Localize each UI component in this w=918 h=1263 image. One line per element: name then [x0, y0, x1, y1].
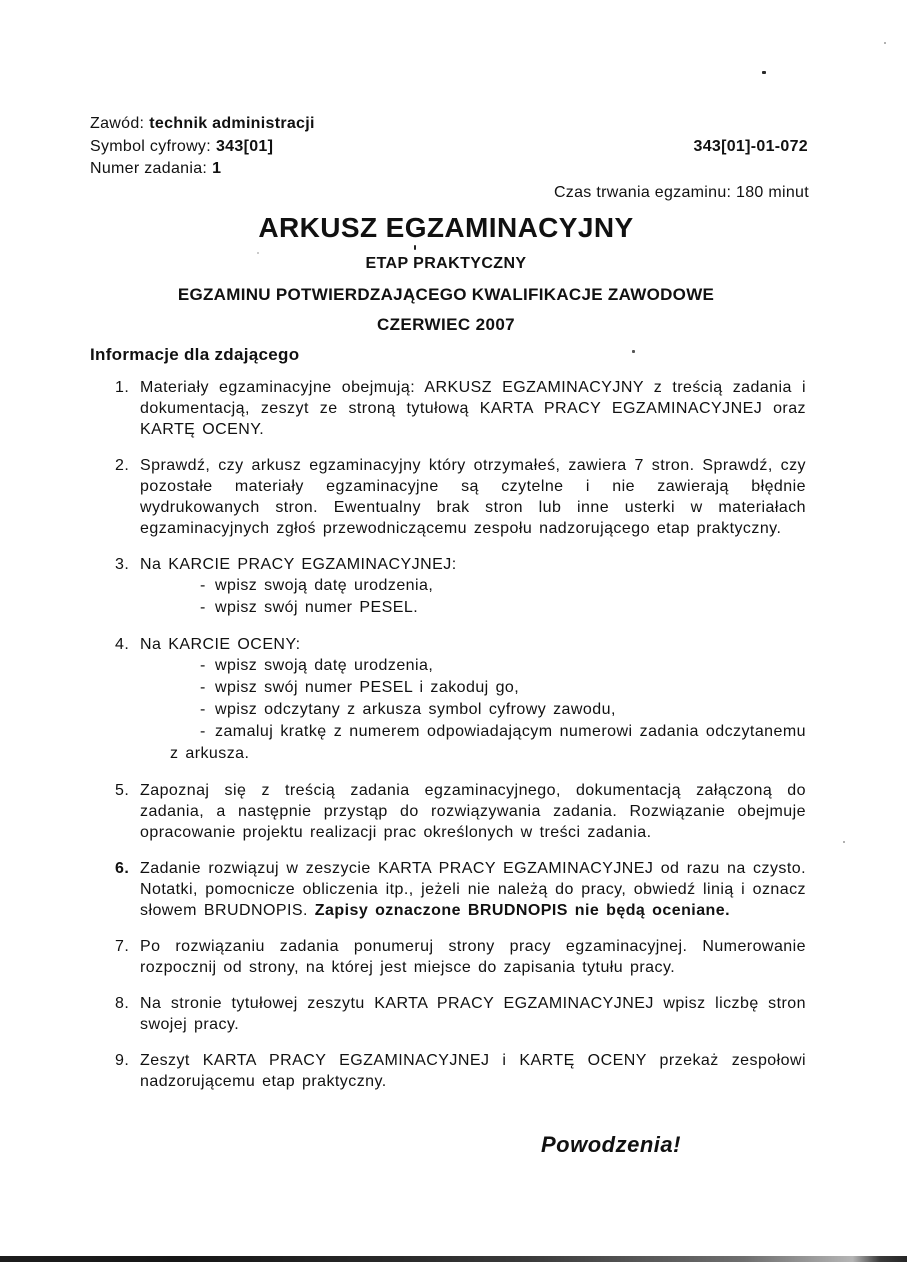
list-item — [90, 993, 806, 1035]
scan-speck — [884, 42, 886, 44]
item-text-segment: Zapisy oznaczone BRUDNOPIS nie będą oceniane. — [314, 902, 731, 919]
list-item — [90, 634, 806, 765]
sub-item-text: wpisz swoją datę urodzenia, — [215, 657, 434, 674]
item-number: 1. — [115, 379, 130, 396]
dash-bullet: - — [200, 723, 206, 740]
sub-item-text: wpisz swój numer PESEL. — [215, 599, 419, 616]
item-text — [140, 936, 806, 978]
item-number: 5. — [115, 782, 130, 799]
list-item — [90, 1050, 806, 1092]
occupation-value: technik administracji — [149, 115, 315, 132]
item-number: 6. — [115, 860, 130, 877]
section-heading: Informacje dla zdającego — [90, 345, 300, 364]
list-item — [90, 858, 806, 921]
sub-item-text: wpisz odczytany z arkusza symbol cyfrowy zawodu, — [215, 701, 616, 718]
exam-duration: Czas trwania egzaminu: 180 minut — [553, 184, 809, 201]
item-text — [140, 858, 806, 921]
task-number-line — [90, 158, 315, 181]
item-text — [140, 993, 806, 1035]
list-item — [90, 554, 806, 619]
item-text — [140, 780, 806, 843]
occupation-line — [90, 113, 315, 136]
sub-item-text: zamaluj kratkę z numerem odpowiadającym numerowi zadania odczytanemu z arkusza. — [170, 723, 806, 762]
scan-speck — [762, 71, 766, 74]
symbol-value: 343[01] — [215, 137, 274, 155]
scan-speck — [257, 252, 259, 254]
dash-bullet: - — [200, 657, 206, 674]
exam-stage: ETAP PRAKTYCZNY — [365, 255, 527, 272]
item-number: 3. — [115, 556, 130, 573]
item-text — [140, 554, 806, 575]
item-text — [140, 377, 806, 440]
item-text-segment: Na stronie tytułowej zeszytu KARTA PRACY EGZAMINACYJNEJ wpisz liczbę stron swojej pracy. — [140, 995, 806, 1033]
good-luck-text: Powodzenia! — [541, 1132, 681, 1157]
occupation-label: Zawód: — [90, 115, 145, 132]
item-text-segment: Po rozwiązaniu zadania ponumeruj strony pracy egzaminacyjnej. Numerowanie rozpocznij od strony, na której jest miejsce do zapisania tytułu pracy. — [140, 938, 806, 976]
sub-item-text: wpisz swój numer PESEL i zakoduj go, — [215, 679, 520, 696]
list-item — [90, 455, 806, 539]
exam-session: CZERWIEC 2007 — [376, 315, 516, 334]
instructions-list — [90, 377, 806, 1107]
sub-item — [140, 597, 806, 619]
dash-bullet: - — [200, 701, 206, 718]
exam-code: 343[01]-01-072 — [693, 138, 808, 155]
scan-edge-artifact — [0, 1256, 907, 1262]
scan-speck — [843, 841, 845, 843]
sub-item — [140, 721, 806, 765]
item-text-segment: Materiały egzaminacyjne obejmują: ARKUSZ EGZAMINACYJNY z treścią zadania i dokumentacją, zeszyt ze stroną tytułową KARTA PRACY EGZAMINACYJNEJ oraz KARTĘ OCENY. — [140, 379, 806, 438]
item-number: 8. — [115, 995, 130, 1012]
task-number-value: 1 — [212, 160, 222, 177]
dash-bullet: - — [200, 599, 206, 616]
item-number: 4. — [115, 636, 130, 653]
scan-speck — [414, 245, 416, 250]
sub-item — [140, 699, 806, 721]
item-text-segment: Na KARCIE PRACY EGZAMINACYJNEJ: — [140, 556, 457, 573]
item-number: 2. — [115, 457, 130, 474]
item-text — [140, 634, 806, 655]
item-text-segment: Zeszyt KARTA PRACY EGZAMINACYJNEJ i KARTĘ OCENY przekaż zespołowi nadzorującemu etap praktyczny. — [140, 1052, 806, 1090]
item-text-segment: Zapoznaj się z treścią zadania egzaminacyjnego, dokumentacją załączoną do zadania, a następnie przystąp do rozwiązywania zadania. Rozwiązanie obejmuje opracowanie projektu realizacji prac określonych w treści zadania. — [140, 782, 806, 841]
symbol-line — [90, 136, 315, 159]
sub-item — [140, 575, 806, 597]
item-text-segment: Zadanie rozwiązuj w zeszycie KARTA PRACY EGZAMINACYJNEJ od razu na czysto. Notatki, pomocnicze obliczenia itp., jeżeli nie należą do pracy, obwiedź linią i oznacz słowem BRUDNOPIS. — [140, 860, 806, 919]
dash-bullet: - — [200, 577, 206, 594]
item-text — [140, 1050, 806, 1092]
item-text — [140, 455, 806, 539]
list-item — [90, 936, 806, 978]
item-text-segment: Na KARCIE OCENY: — [140, 636, 301, 653]
sub-item-text: wpisz swoją datę urodzenia, — [215, 577, 434, 594]
page-title: ARKUSZ EGZAMINACYJNY — [258, 212, 634, 243]
sub-item — [140, 677, 806, 699]
task-number-label: Numer zadania: — [90, 160, 208, 177]
item-number: 9. — [115, 1052, 130, 1069]
symbol-label: Symbol cyfrowy: — [90, 137, 211, 155]
dash-bullet: - — [200, 679, 206, 696]
list-item — [90, 377, 806, 440]
sub-item — [140, 655, 806, 677]
list-item — [90, 780, 806, 843]
scan-speck — [632, 350, 635, 353]
exam-name: EGZAMINU POTWIERDZAJĄCEGO KWALIFIKACJE ZAWODOWE — [177, 285, 715, 304]
item-text-segment: Sprawdź, czy arkusz egzaminacyjny który otrzymałeś, zawiera 7 stron. Sprawdź, czy pozostałe materiały egzaminacyjne są czytelne i nie zawierają błędnie wydrukowanych stron. Ewentualny brak stron lub inne usterki w materiałach egzaminacyjnych zgłoś przewodniczącemu zespołu nadzorującego etap praktyczny. — [140, 457, 806, 537]
document-header — [90, 113, 315, 181]
item-number: 7. — [115, 938, 130, 955]
